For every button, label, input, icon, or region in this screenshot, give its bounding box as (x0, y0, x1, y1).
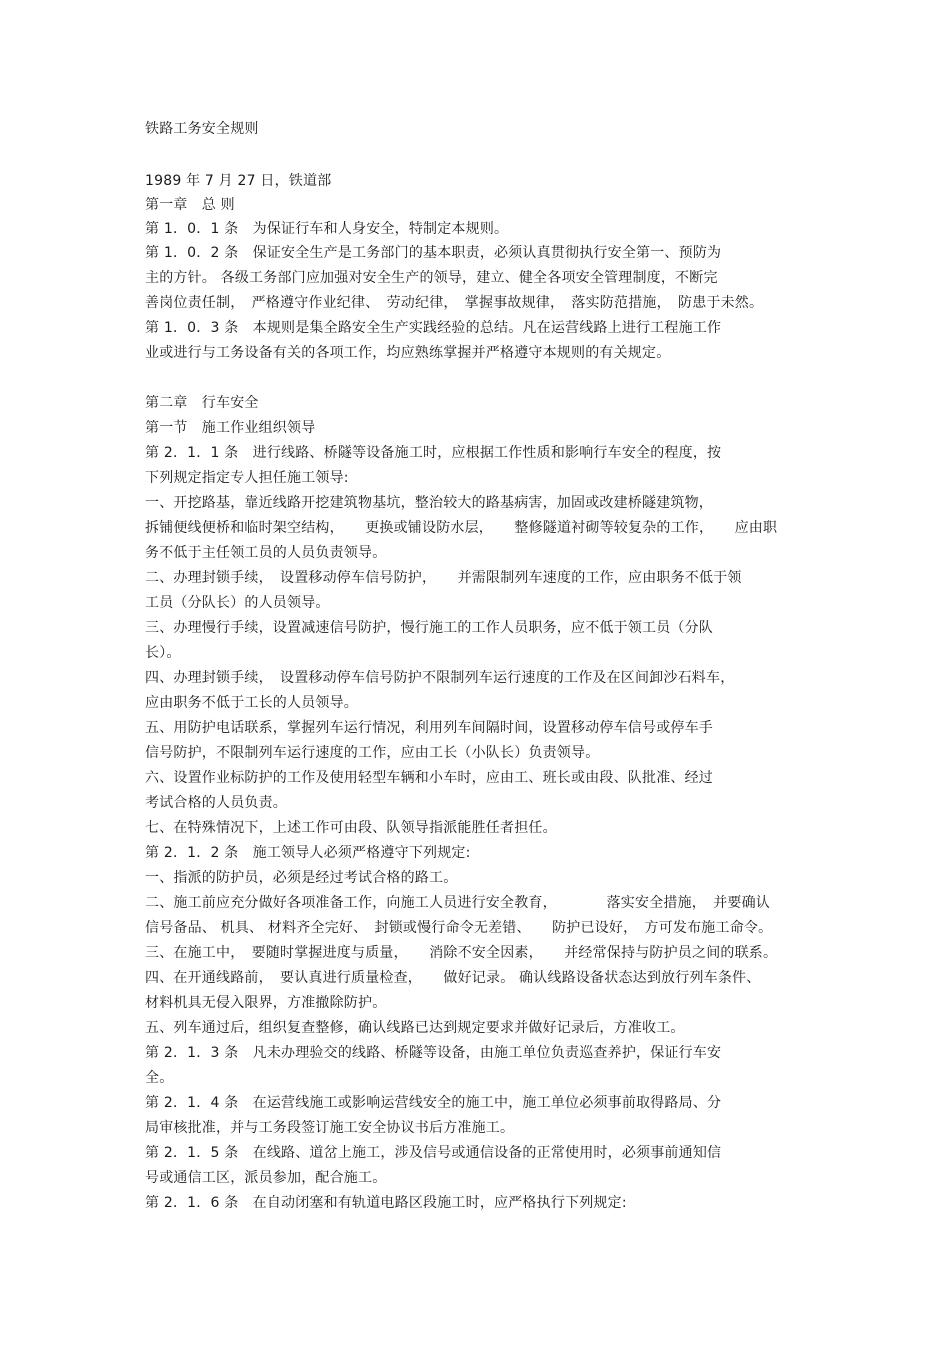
text-line: 第 2．1．6 条 在自动闭塞和有轨道电路区段施工时，应严格执行下列规定: (145, 1195, 627, 1211)
text-line: 局审核批准，并与工务段签订施工安全协议书后方准施工。 (145, 1120, 515, 1136)
publish-info: 1989 年 7 月 27 日，铁道部 (145, 173, 332, 189)
text-line: 第 2．1．3 条 凡未办理验交的线路、桥隧等设备，由施工单位负责巡查养护，保证行车安 (145, 1045, 722, 1061)
text-line: 五、用防护电话联系，掌握列车运行情况，利用列车间隔时间，设置移动停车信号或停车手 (145, 720, 713, 736)
text-line: 四、在开通线路前， 要认真进行质量检查， 做好记录。 确认线路设备状态达到放行列车条件、 (145, 970, 761, 986)
text-line: 拆铺便线便桥和临时架空结构， 更换或铺设防水层， 整修隧道衬砌等较复杂的工作， 应由职 (145, 520, 778, 536)
text-line: 业或进行与工务设备有关的各项工作，均应熟练掌握并严格遵守本规则的有关规定。 (145, 345, 671, 361)
text-line: 第 2．1．2 条 施工领导人必须严格遵守下列规定: (145, 845, 471, 861)
chapter-1-heading: 第一章 总 则 (145, 197, 235, 213)
text-line: 长）。 (145, 645, 181, 661)
text-line: 考试合格的人员负责。 (145, 795, 287, 811)
text-line: 第 1．0．3 条 本规则是集全路安全生产实践经验的总结。凡在运营线路上进行工程施工作 (145, 320, 722, 336)
text-line: 第 1．0．1 条 为保证行车和人身安全，特制定本规则。 (145, 221, 509, 237)
text-line: 第 2．1．4 条 在运营线施工或影响运营线安全的施工中，施工单位必须事前取得路局、分 (145, 1095, 722, 1111)
text-line: 三、在施工中， 要随时掌握进度与质量， 消除不安全因素， 并经常保持与防护员之间的联系。 (145, 945, 778, 961)
text-line: 下列规定指定专人担任施工领导: (145, 470, 349, 486)
text-line: 三、办理慢行手续，设置减速信号防护，慢行施工的工作人员职务，应不低于领工员（分队 (145, 620, 713, 636)
text-line: 七、在特殊情况下，上述工作可由段、队领导指派能胜任者担任。 (145, 820, 557, 836)
text-line: 材料机具无侵入限界，方准撤除防护。 (145, 995, 387, 1011)
text-line: 善岗位责任制， 严格遵守作业纪律、 劳动纪律， 掌握事故规律， 落实防范措施， 防患于未然。 (145, 295, 764, 311)
text-line: 一、开挖路基，靠近线路开挖建筑物基坑，整治较大的路基病害，加固或改建桥隧建筑物， (145, 495, 713, 511)
text-line: 六、设置作业标防护的工作及使用轻型车辆和小车时，应由工、班长或由段、队批准、经过 (145, 770, 713, 786)
text-line: 第 1．0．2 条 保证安全生产是工务部门的基本职责，必须认真贯彻执行安全第一、预防为 (145, 245, 722, 261)
text-line: 第 2．1．1 条 进行线路、桥隧等设备施工时，应根据工作性质和影响行车安全的程度，按 (145, 445, 722, 461)
text-line: 务不低于主任领工员的人员负责领导。 (145, 545, 387, 561)
chapter-2-heading: 第二章 行车安全 (145, 395, 259, 411)
text-line: 四、办理封锁手续， 设置移动停车信号防护不限制列车运行速度的工作及在区间卸沙石料车， (145, 670, 735, 686)
text-line: 全。 (145, 1070, 174, 1086)
text-line: 第 2．1．5 条 在线路、道岔上施工，涉及信号或通信设备的正常使用时，必须事前通知信 (145, 1145, 722, 1161)
text-line: 工员（分队长）的人员领导。 (145, 595, 330, 611)
text-line: 二、施工前应充分做好各项准备工作，向施工人员进行安全教育， 落实安全措施， 并要确认 (145, 895, 770, 911)
text-line: 号或通信工区，派员参加，配合施工。 (145, 1170, 387, 1186)
text-line: 五、列车通过后，组织复查整修，确认线路已达到规定要求并做好记录后，方准收工。 (145, 1020, 685, 1036)
text-line: 信号防护，不限制列车运行速度的工作，应由工长（小队长）负责领导。 (145, 745, 600, 761)
document-title: 铁路工务安全规则 (145, 121, 259, 137)
text-line: 信号备品、 机具、 材料齐全完好、 封锁或慢行命令无差错、 防护已设好， 方可发布施工命令。 (145, 920, 773, 936)
text-line: 应由职务不低于工长的人员领导。 (145, 695, 358, 711)
text-line: 主的方针。 各级工务部门应加强对安全生产的领导，建立、健全各项安全管理制度，不断完 (145, 270, 718, 286)
section-1-heading: 第一节 施工作业组织领导 (145, 420, 316, 436)
text-line: 二、办理封锁手续， 设置移动停车信号防护， 并需限制列车速度的工作，应由职务不低于领 (145, 570, 742, 586)
text-line: 一、指派的防护员，必须是经过考试合格的路工。 (145, 870, 458, 886)
